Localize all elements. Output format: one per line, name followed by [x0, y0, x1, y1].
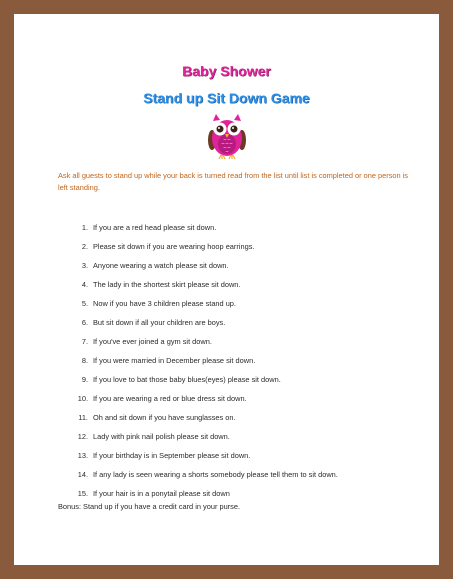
list-item: [73, 318, 413, 337]
list-item: [73, 432, 413, 451]
intro-instructions: Ask all guests to stand up while your back is turned read from the list until list is completed or one person is left standing.: [58, 171, 408, 192]
item-number: 5.: [81, 299, 88, 308]
question-list: [73, 223, 413, 508]
item-text: If you love to bat those baby blues(eyes) please sit down.: [93, 375, 281, 384]
item-number: 9.: [81, 375, 88, 384]
list-item: [73, 242, 413, 261]
document-title: Baby Shower: [182, 63, 271, 79]
item-number: 3.: [81, 261, 88, 270]
list-item: [73, 451, 413, 470]
item-number: 10.: [77, 394, 88, 403]
item-text: If your birthday is in September please sit down.: [93, 451, 251, 460]
item-text: If you were married in December please sit down.: [93, 356, 256, 365]
item-text: If you are wearing a red or blue dress sit down.: [93, 394, 247, 403]
item-number: 8.: [81, 356, 88, 365]
item-number: 12.: [77, 432, 88, 441]
item-text: But sit down if all your children are boys.: [93, 318, 226, 327]
item-text: Anyone wearing a watch please sit down.: [93, 261, 229, 270]
bonus-note: Bonus: Stand up if you have a credit card in your purse.: [58, 502, 240, 511]
item-text: If your hair is in a ponytail please sit down: [93, 489, 230, 498]
list-item: [73, 413, 413, 432]
item-number: 6.: [81, 318, 88, 327]
item-number: 15.: [77, 489, 88, 498]
item-number: 14.: [77, 470, 88, 479]
list-item: [73, 375, 413, 394]
list-item: [73, 470, 413, 489]
item-text: The lady in the shortest skirt please sit down.: [93, 280, 241, 289]
item-text: Lady with pink nail polish please sit down.: [93, 432, 230, 441]
item-number: 7.: [81, 337, 88, 346]
item-text: Oh and sit down if you have sunglasses on.: [93, 413, 236, 422]
pink-owl-icon: [207, 112, 247, 162]
list-item: [73, 261, 413, 280]
list-item: [73, 223, 413, 242]
item-number: 2.: [81, 242, 88, 251]
item-text: Now if you have 3 children please stand up.: [93, 299, 236, 308]
document-page: [14, 14, 439, 565]
list-item: [73, 337, 413, 356]
item-number: 1.: [81, 223, 88, 232]
item-number: 13.: [77, 451, 88, 460]
list-item: [73, 394, 413, 413]
item-number: 11.: [78, 413, 88, 422]
item-text: If you've ever joined a gym sit down.: [93, 337, 212, 346]
list-item: [73, 299, 413, 318]
list-item: [73, 280, 413, 299]
item-text: If you are a red head please sit down.: [93, 223, 217, 232]
item-text: Please sit down if you are wearing hoop earrings.: [93, 242, 255, 251]
item-number: 4.: [81, 280, 88, 289]
document-subtitle: Stand up Sit Down Game: [143, 90, 310, 106]
item-text: If any lady is seen wearing a shorts somebody please tell them to sit down.: [93, 470, 338, 479]
list-item: [73, 356, 413, 375]
